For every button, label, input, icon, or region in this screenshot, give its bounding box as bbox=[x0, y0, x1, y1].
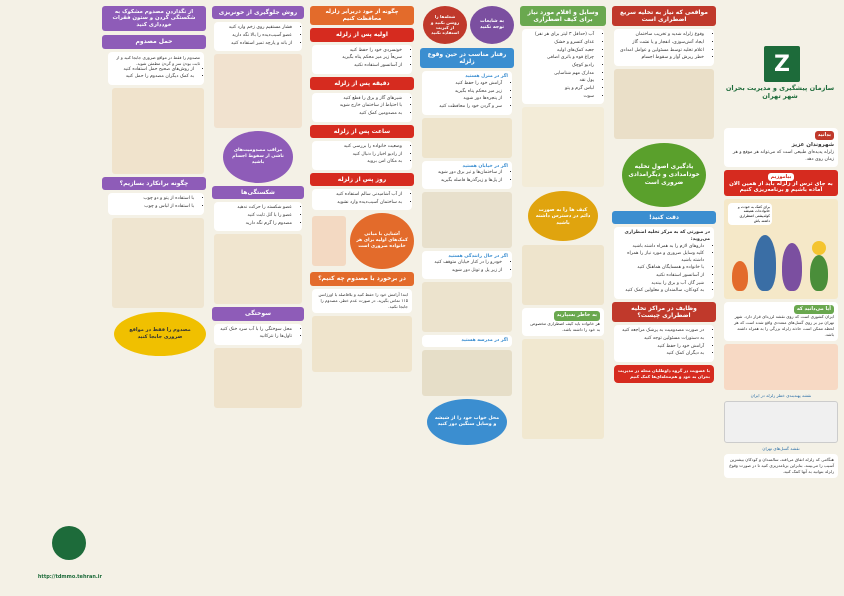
org-url[interactable]: http://tdmmo.tehran.ir bbox=[37, 574, 102, 580]
fracture-item: ▪ عضو را با آتل ثابت کنید bbox=[218, 213, 292, 220]
house-title: اگر در منزل هستید bbox=[465, 74, 508, 80]
fracture-item: ▪ مصدوم را گرم نگه دارید bbox=[218, 221, 292, 228]
column-after bbox=[310, 6, 414, 590]
care-item: ▪ کلیه وسایل ضروری و مورد نیاز را همراه داشته باشید bbox=[618, 251, 704, 264]
intro-text: زلزله پدیده‌ای طبیعی است که می‌تواند هر موقع و هر زمان روی دهد. bbox=[732, 150, 834, 162]
family-illustration bbox=[724, 199, 838, 299]
kit-tip-text: هر خانواده باید کیف اضطراری مخصوص به خود را داشته باشد. bbox=[530, 320, 600, 332]
street-item: ▪ از پل‌ها و زیرگذرها فاصله بگیرید bbox=[426, 178, 502, 185]
spine-warning: از نگذاردن مصدوم مشکوک به شکستگی گردن و ستون فقرات خودداری کنید bbox=[102, 6, 206, 31]
gas-bubble: شعله‌ها را روشن نکنید و از کبریت استفاده نکنید bbox=[423, 6, 467, 44]
minutes-card bbox=[312, 93, 412, 122]
collapsed-building-illustration bbox=[614, 69, 714, 139]
burn-card bbox=[214, 324, 302, 345]
house-item: ▪ از پنجره‌ها دور شوید bbox=[426, 96, 502, 103]
prep-title: مواقعی که نیاز به تخلیه سریع اضطراری است bbox=[612, 6, 716, 26]
remember-box bbox=[724, 170, 838, 196]
first-aid-card bbox=[312, 289, 412, 313]
move-item: ▪ به کمک دیگران مصدوم را حمل کنید bbox=[112, 74, 194, 81]
woman-figure bbox=[782, 243, 802, 291]
car-item: ▪ از زیر پل و تونل دور شوید bbox=[426, 268, 502, 275]
table-shelter-illustration bbox=[422, 118, 512, 158]
street-card bbox=[422, 161, 512, 189]
prep-list bbox=[618, 32, 710, 62]
evac-duty-list bbox=[618, 328, 710, 358]
kit-item: ▪ سوت bbox=[526, 94, 594, 101]
seconds-card bbox=[312, 45, 412, 74]
kit-items-illustration bbox=[522, 107, 604, 187]
splint-illustration bbox=[214, 234, 302, 304]
blanket-stretcher-illustration bbox=[112, 218, 204, 308]
bleeding-card bbox=[214, 22, 302, 51]
org-name: سازمان پیشگیری و مدیریت بحران شهر تهران bbox=[725, 84, 835, 100]
iran-text: ایران کشوری است که روی نقشه لرزه‌ای قرار دارد. شهر تهران نیز بر روی گسل‌های متعددی واقع شده است که هر لحظه ممکن است حادثه زلزله بزرگی را به همراه داشته باشد. bbox=[734, 313, 834, 338]
days-item: ▪ از آب آشامیدنی سالم استفاده کنید bbox=[316, 192, 402, 199]
kit-item: ▪ لباس گرم و پتو bbox=[526, 86, 594, 93]
child-figure bbox=[810, 255, 828, 291]
burn-item: ▪ محل سوختگی را با آب سرد خنک کنید bbox=[218, 327, 292, 334]
house-item: ▪ زیر میز محکم پناه بگیرید bbox=[426, 89, 502, 96]
street-title: اگر در خیابان هستید bbox=[462, 163, 508, 169]
kid-figure bbox=[732, 261, 748, 291]
iran-title: آیا می‌دانید که bbox=[794, 305, 834, 314]
kit-item: ▪ غذای کنسرو و خشک bbox=[526, 40, 594, 47]
care-list bbox=[618, 244, 710, 296]
care-item: ▪ شیر گاز، آب و برق را ببندید bbox=[618, 281, 704, 288]
move-card bbox=[108, 52, 204, 86]
aid-row bbox=[310, 213, 414, 269]
stretcher-illustration bbox=[214, 348, 302, 408]
burn-item: ▪ تاول‌ها را نترکانید bbox=[218, 334, 292, 341]
evac-duty-item: ▪ به دیگران کمک کنید bbox=[618, 351, 704, 358]
school-illustration bbox=[422, 350, 512, 396]
bleeding-item: ▪ فشار مستقیم روی زخم وارد کنید bbox=[218, 25, 292, 32]
stretcher-item: ▪ با استفاده از پتو و دو چوب bbox=[112, 196, 194, 203]
kit-item: ▪ چراغ قوه و باتری اضافی bbox=[526, 55, 594, 62]
house-item: ▪ سر و گردن خود را محافظت کنید bbox=[426, 104, 502, 111]
falling-objects-bubble: مراقب مصدومیت‌های ناشی از سقوط اجسام باشید bbox=[223, 131, 293, 183]
fracture-item: ▪ عضو شکسته را حرکت ندهید bbox=[218, 205, 292, 212]
stretcher-card bbox=[108, 193, 204, 214]
stretcher-item: ▪ با استفاده از لباس و چوب bbox=[112, 204, 194, 211]
first-aid-illustration bbox=[312, 316, 412, 372]
kit-list bbox=[526, 32, 600, 100]
first-aid-title: در برخورد با مصدوم چه کنیم؟ bbox=[310, 272, 414, 285]
minutes-list bbox=[316, 96, 408, 118]
hours-item: ▪ از رادیو اخبار را دنبال کنید bbox=[316, 152, 402, 159]
hours-title: ساعت پس از زلزله bbox=[310, 125, 414, 138]
seconds-list bbox=[316, 48, 408, 70]
street-illustration bbox=[422, 192, 512, 248]
minutes-item: ▪ با احتیاط از ساختمان خارج شوید bbox=[316, 103, 402, 110]
care-title: دقت کنید! bbox=[612, 211, 716, 224]
column-kit bbox=[520, 6, 606, 590]
column-transport bbox=[6, 6, 206, 590]
care-text: در صورتی که به مرکز تخلیه اضطراری می‌روید: bbox=[624, 230, 710, 242]
protect-title: چگونه از خود دربرابر زلزله محافظت کنیم bbox=[310, 6, 414, 25]
house-card bbox=[422, 71, 512, 114]
school-title: اگر در مدرسه هستید bbox=[461, 337, 508, 343]
move-item: ▪ از روش‌های صحیح حمل استفاده کنید bbox=[112, 67, 194, 74]
rumor-bubble: به شایعات توجه نکنید bbox=[470, 6, 514, 44]
car-title: اگر در حال رانندگی هستید bbox=[448, 253, 508, 259]
days-list bbox=[316, 192, 408, 206]
prep-item: ▪ خطر ریزش آوار و سقوط اجسام bbox=[618, 55, 704, 62]
emergency-bag-illustration bbox=[522, 245, 604, 305]
minutes-item: ▪ به مصدومین کمک کنید bbox=[316, 111, 402, 118]
aid-bubble: آشنایی با مبانی کمک‌های اولیه برای هر خانواده ضروری است bbox=[350, 213, 414, 269]
street-item: ▪ از ساختمان‌ها و تیر برق دور شوید bbox=[426, 170, 502, 177]
kit-item: ▪ جعبه کمک‌های اولیه bbox=[526, 48, 594, 55]
helmet-icon bbox=[812, 241, 826, 255]
man-figure bbox=[754, 235, 776, 291]
wheelchair-illustration bbox=[522, 339, 604, 439]
during-title: رفتار مناسب در حین وقوع زلزله bbox=[420, 48, 514, 68]
care-item: ▪ از آسانسور استفاده نکنید bbox=[618, 273, 704, 280]
kit-tip-card bbox=[522, 308, 604, 335]
house-list bbox=[426, 81, 508, 111]
seconds-title: اولیه پس از زلزله bbox=[310, 28, 414, 41]
carry-bubble: مصدوم را فقط در مواقع ضروری جابجا کنید bbox=[114, 312, 206, 356]
burn-list bbox=[218, 327, 298, 341]
volunteer-footer: با عضویت در گروه داوطلبان محله در مدیریت بحران به خود و هم‌محله‌ای‌ها کمک کنیم bbox=[614, 365, 714, 383]
kit-item: ▪ مدارک مهم شناسایی bbox=[526, 71, 594, 78]
bleeding-list bbox=[218, 25, 298, 47]
tehran-map-caption: نقشه گسل‌های تهران bbox=[762, 446, 800, 452]
iran-map-caption: نقشه پهنه‌بندی خطر زلزله در ایران bbox=[750, 393, 812, 399]
first-aid-text: ابتدا آرامش خود را حفظ کنید و بلافاصله با اورژانس ۱۱۵ تماس بگیرید. در صورت عدم خطر، مصدوم را جابجا نکنید. bbox=[318, 291, 408, 309]
kit-item: ▪ آب (حداقل ۳ لیتر برای هر نفر) bbox=[526, 32, 594, 39]
kit-item: ▪ پول نقد bbox=[526, 78, 594, 85]
kit-item: ▪ رادیو کوچک bbox=[526, 63, 594, 70]
evac-bubble: یادگیری اصول تخلیه خودامدادی و دیگرامدادی ضروری است bbox=[622, 143, 706, 207]
prep-card bbox=[614, 29, 714, 66]
help-text: هنگامی که زلزله اتفاق می‌افتد، سالمندان و کودکان بیشترین آسیب را می‌بینند. بنابراین برنامه‌ریزی کنید تا در صورت وقوع زلزله بتوانید به آنها کمک کنید. bbox=[729, 457, 834, 475]
kit-card bbox=[522, 29, 604, 104]
burn-title: سوختگی bbox=[212, 307, 304, 320]
fracture-title: شکستگی‌ها bbox=[212, 186, 304, 199]
seconds-item: ▪ خونسردی خود را حفظ کنید bbox=[316, 48, 402, 55]
intro-card bbox=[724, 128, 838, 167]
prep-item: ▪ اعلام تخلیه توسط مسئولین و عوامل امدادی bbox=[618, 48, 704, 55]
municipality-logo bbox=[52, 526, 86, 560]
iran-map bbox=[724, 344, 838, 390]
care-item: ▪ داروهای لازم را به همراه داشته باشید bbox=[618, 244, 704, 251]
days-item: ▪ به ساختمان آسیب‌دیده وارد نشوید bbox=[316, 200, 402, 207]
column-injuries bbox=[212, 6, 304, 590]
org-header bbox=[722, 6, 840, 106]
evac-duty-item: ▪ به دستورات مسئولین توجه کنید bbox=[618, 336, 704, 343]
school-card bbox=[422, 335, 512, 348]
hours-item: ▪ به مکان امن بروید bbox=[316, 159, 402, 166]
care-item: ▪ با خانواده و همسایگان هماهنگ کنید bbox=[618, 265, 704, 272]
nurse-illustration bbox=[312, 216, 346, 266]
stretcher-list bbox=[112, 196, 200, 210]
help-card bbox=[724, 454, 838, 478]
bleeding-title: روش جلوگیری از خونریزی bbox=[212, 6, 304, 19]
hours-card bbox=[312, 141, 412, 170]
prep-item: ▪ ایجاد آتش‌سوزی، انفجار و یا نشت گاز bbox=[618, 40, 704, 47]
slogan-row bbox=[420, 6, 514, 44]
iran-card bbox=[724, 302, 838, 342]
evac-duty-card bbox=[614, 325, 714, 362]
evac-duty-title: وظایف در مراکز تخلیه اضطراری چیست؟ bbox=[612, 302, 716, 322]
stretcher-title: چگونه برانکارد بسازیم؟ bbox=[102, 177, 206, 190]
house-item: ▪ آرامش خود را حفظ کنید bbox=[426, 81, 502, 88]
move-list bbox=[112, 67, 200, 81]
org-logo: Z bbox=[764, 46, 800, 82]
hours-item: ▪ وضعیت خانواده را بررسی کنید bbox=[316, 144, 402, 151]
fracture-list bbox=[218, 205, 298, 227]
sleep-bubble: محل خواب خود را از شیشه و وسایل سنگین دور کنید bbox=[427, 399, 507, 445]
car-item: ▪ خودرو را در کنار خیابان متوقف کنید bbox=[426, 260, 502, 267]
minutes-item: ▪ شیرهای گاز و برق را قطع کنید bbox=[316, 96, 402, 103]
seconds-item: ▪ سریعاً زیر میز محکم پناه بگیرید bbox=[316, 55, 402, 62]
car-list bbox=[426, 260, 508, 274]
move-text: مصدوم را فقط در مواقع ضروری جابجا کنید و از ثابت بودن سر و گردن مطمئن شوید. bbox=[116, 54, 200, 66]
tehran-fault-map bbox=[724, 401, 838, 443]
bleeding-item: ▪ عضو آسیب‌دیده را بالا نگه دارید bbox=[218, 33, 292, 40]
seconds-item: ▪ از آسانسور استفاده نکنید bbox=[316, 63, 402, 70]
street-list bbox=[426, 170, 508, 184]
kids-speech-bubble: برای کمک به خودت و خانواده‌ات همیشه کوله‌پشتی اضطراری داشته باش bbox=[728, 203, 772, 226]
column-evacuation bbox=[612, 6, 716, 590]
intro-tag: بدانيد bbox=[815, 131, 834, 140]
kit-title: وسایل و اقلام مورد نیاز برای کیف اضطراری bbox=[520, 6, 606, 26]
care-card bbox=[614, 227, 714, 299]
remember-text: به جای ترس از زلزله باید از همین الان آماده باشیم و برنامه‌ریزی کنیم bbox=[729, 180, 833, 193]
care-item: ▪ به کودکان، سالمندان و معلولین کمک کنید bbox=[618, 288, 704, 295]
prep-item: ▪ وقوع زلزله شدید و تخریب ساختمان bbox=[618, 32, 704, 39]
days-title: روز پس از زلزله bbox=[310, 173, 414, 186]
column-intro bbox=[722, 6, 840, 590]
evac-duty-item: ▪ در صورت مصدومیت به پزشک مراجعه کنید bbox=[618, 328, 704, 335]
bandage-illustration bbox=[214, 54, 302, 128]
kit-bubble: کیف ها را به صورت دائم در دسترس داشته باشید bbox=[528, 191, 598, 241]
evac-duty-item: ▪ آرامش خود را حفظ کنید bbox=[618, 344, 704, 351]
bleeding-item: ▪ از باند و پارچه تمیز استفاده کنید bbox=[218, 41, 292, 48]
intro-title: شهروندان عزیز bbox=[791, 142, 834, 149]
hours-list bbox=[316, 144, 408, 166]
kit-tip-title: به خاطر بسپارید bbox=[554, 311, 600, 320]
minutes-title: دقیقه پس از زلزله bbox=[310, 77, 414, 90]
car-illustration bbox=[422, 282, 512, 332]
days-card bbox=[312, 189, 412, 210]
car-card bbox=[422, 251, 512, 279]
remember-tag: بیاموزیم bbox=[768, 173, 795, 181]
fracture-card bbox=[214, 202, 302, 231]
move-title: حمل مصدوم bbox=[102, 35, 206, 48]
carry-illustration bbox=[112, 88, 204, 174]
column-during bbox=[420, 6, 514, 590]
